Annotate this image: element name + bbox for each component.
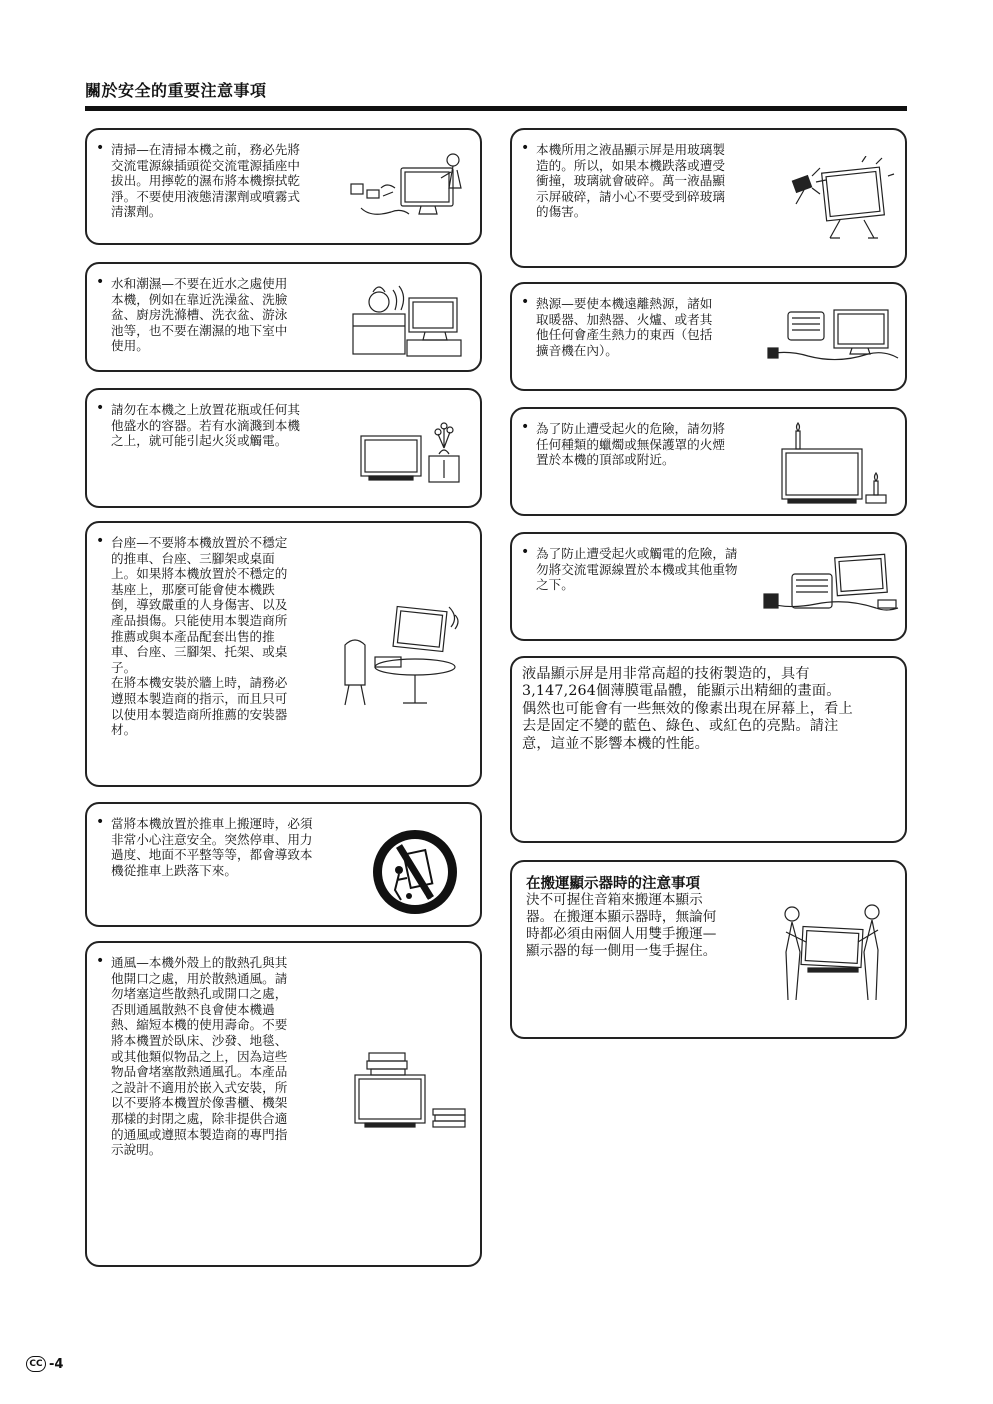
carry-body: 決不可握住音箱來搬運本顯示 器。在搬運本顯示器時，無論何 時都必須由兩個人用雙手搬運— 顯示器的每一側用一隻手握住。	[526, 892, 717, 959]
heat-source-icon	[764, 300, 904, 370]
cc-badge: CC	[26, 1356, 46, 1372]
card-cleaning	[85, 128, 482, 245]
card-stand	[85, 521, 482, 787]
card-text: • 為了防止遭受起火的危險，請勿將 任何種類的蠟燭或無保護罩的火煙 置於本機的頂部或附近。	[521, 419, 725, 468]
lcd-notice-box	[510, 656, 907, 843]
stand-icon	[337, 601, 467, 711]
title-rule	[85, 106, 907, 111]
page-title: 關於安全的重要注意事項	[85, 81, 267, 100]
vase-icon	[359, 416, 469, 486]
carry-title: 在搬運顯示器時的注意事項	[526, 876, 700, 892]
broken-glass-icon	[784, 156, 896, 242]
card-cord	[510, 532, 907, 641]
ventilation-icon	[351, 1049, 471, 1139]
lcd-notice-text: 液晶顯示屏是用非常高超的技術製造的，具有 3,147,264個薄膜電晶體，能顯示出精細的畫面。 偶然也可能會有一些無效的像素出現在屏幕上，看上 去是固定不變的藍色、綠色、或紅色的亮點。請注 意，這並不影響本機的性能。	[522, 666, 853, 752]
card-candle	[510, 407, 907, 516]
cart-warning-icon	[369, 826, 461, 918]
card-text: • 水和潮濕—不要在近水之處使用 本機，例如在靠近洗澡盆、洗臉 盆、廚房洗滌槽、洗衣盆、游泳 池等，也不要在潮濕的地下室中 使用。	[96, 274, 288, 354]
water-icon	[349, 278, 465, 358]
power-cord-icon	[758, 550, 904, 620]
card-heat	[510, 282, 907, 391]
card-text: • 請勿在本機之上放置花瓶或任何其 他盛水的容器。若有水滴濺到本機 之上，就可能引起火災或觸電。	[96, 400, 300, 449]
page-number: -4	[49, 1356, 64, 1372]
card-text: • 熱源—要使本機遠離熱源，諸如 取暖器、加熱器、火爐、或者其 他任何會產生熱力的東西（包括 擴音機在內）。	[521, 294, 713, 358]
card-text: • 台座—不要將本機放置於不穩定 的推車、台座、三腳架或桌面 上。如果將本機放置於不穩定的 基座上，那麼可能會使本機跌 倒，導致嚴重的人身傷害、以及 產品損傷。只能使用本製造商所 推薦或與本產品配套出售的推 車、台座、三腳架、托架、或桌 子。 在將本機安裝於牆上時，請務必 遵照本製造商的指示，而且只可 以使用本製造商所推薦的安裝器 材。	[96, 533, 288, 738]
card-text: • 通風—本機外殼上的散熱孔與其 他開口之處，用於散熱通風。請 勿堵塞這些散熱孔或開口之處， 否則通風散熱不良會使本機過 熱、縮短本機的使用壽命。不要 將本機置於臥床、沙發、地毯、 或其他類似物品之上，因為這些 物品會堵塞散熱通風孔。本產品 之設計不適用於嵌入式安裝，所 以不要將本機置於像書櫃、機架 那樣的封閉之處，除非提供合適 的通風或遵照本製造商的專門指 示說明。	[96, 953, 288, 1158]
page-footer	[26, 1356, 63, 1372]
card-text: • 當將本機放置於推車上搬運時，必須 非常小心注意安全。突然停車、用力 過度、地面不平整等等，都會導致本 機從推車上跌落下來。	[96, 814, 313, 878]
card-vase	[85, 388, 482, 508]
card-text: • 為了防止遭受起火或觸電的危險，請 勿將交流電源線置於本機或其他重物 之下。	[521, 544, 738, 593]
card-text: • 清掃—在清掃本機之前，務必先將 交流電源線插頭從交流電源插座中 拔出。用擰乾的濕布將本機擦拭乾 淨。不要使用液態清潔劑或噴霧式 清潔劑。	[96, 140, 300, 220]
card-water	[85, 262, 482, 372]
card-glass	[510, 128, 907, 268]
cleaning-icon	[341, 148, 471, 228]
card-text: • 本機所用之液晶顯示屏是用玻璃製 造的。所以，如果本機跌落或遭受 衝撞，玻璃就會破碎。萬一液晶顯 示屏破碎，請小心不要受到碎玻璃 的傷害。	[521, 140, 725, 220]
candle-icon	[780, 421, 898, 511]
carry-box	[510, 860, 907, 1039]
two-person-carry-icon	[774, 900, 890, 1006]
card-cart	[85, 802, 482, 927]
card-ventilation	[85, 941, 482, 1267]
